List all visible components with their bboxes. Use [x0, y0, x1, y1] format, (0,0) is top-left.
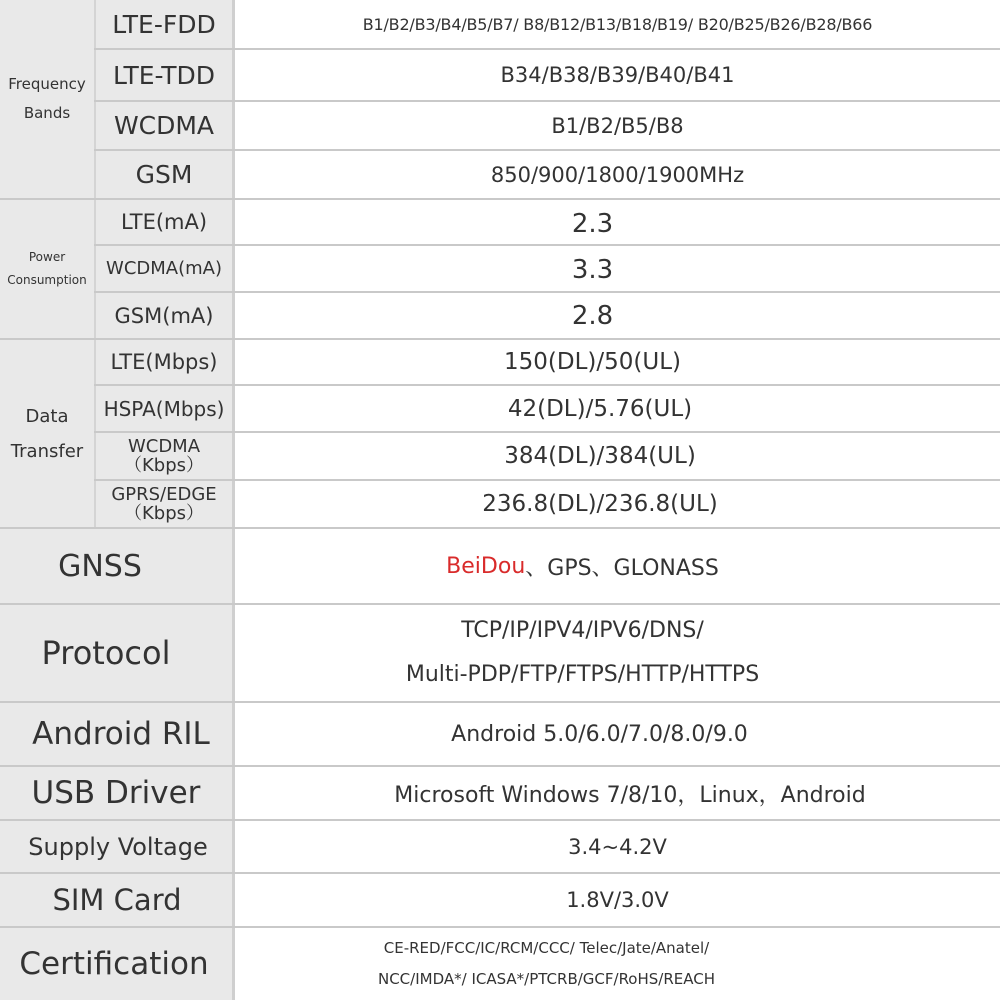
- protocol-line2: Multi-PDP/FTP/FTPS/HTTP/HTTPS: [405, 662, 760, 687]
- divider-protocol: [0, 701, 1000, 703]
- row-value-lte-mbps: 150(DL)/50(UL): [504, 349, 681, 375]
- divider-lte-tdd: [94, 100, 1000, 102]
- divider-supply-voltage: [0, 872, 1000, 874]
- row-label-wcdma-kbps: [96, 433, 232, 479]
- divider-wcdma-band: [94, 149, 1000, 151]
- protocol-line1: TCP/IP/IPV4/IPV6/DNS/: [461, 618, 704, 643]
- row-value-wcdma-kbps: 384(DL)/384(UL): [504, 443, 696, 469]
- gnss-rest: 、GPS、GLONASS: [525, 555, 719, 581]
- certification-line2: NCC/IMDA*/ ICASA*/PTCRB/GCF/RoHS/REACH: [377, 970, 715, 988]
- row-value-usb-driver: Microsoft Windows 7/8/10，Linux，Android: [394, 782, 866, 808]
- gnss-beidou-highlight: BeiDou: [446, 553, 526, 579]
- row-value-gprs-edge-kbps: 236.8(DL)/236.8(UL): [482, 491, 718, 517]
- row-label-gprs-edge-kbps: [96, 481, 232, 527]
- row-label-gprs-edge-kbps-line1: GPRS/EDGE: [111, 484, 217, 505]
- divider-frequency-bands: [0, 198, 1000, 200]
- divider-vertical-group: [94, 0, 96, 527]
- row-label-hspa-mbps: HSPA(Mbps): [103, 396, 225, 421]
- row-value-lte-fdd: B1/B2/B3/B4/B5/B7/ B8/B12/B13/B18/B19/ B20/B25/B26/B28/B66: [362, 14, 873, 34]
- row-value-wcdma-band: B1/B2/B5/B8: [551, 113, 684, 138]
- row-label-gsm-ma: GSM(mA): [114, 303, 214, 328]
- row-value-android-ril: Android 5.0/6.0/7.0/8.0/9.0: [451, 721, 748, 747]
- row-label-gprs-edge-kbps-line2: （Kbps）: [123, 503, 205, 524]
- divider-lte-ma: [94, 244, 1000, 246]
- row-value-gnss: [235, 529, 1000, 603]
- divider-power-consumption: [0, 338, 1000, 340]
- row-label-lte-ma: LTE(mA): [120, 210, 208, 234]
- row-label-sim-card: SIM Card: [52, 883, 182, 917]
- divider-gnss: [0, 603, 1000, 605]
- row-label-wcdma-kbps-line2: （Kbps）: [123, 455, 205, 476]
- group-data-transfer-line1: Data: [25, 405, 69, 427]
- divider-data-transfer: [0, 527, 1000, 529]
- group-frequency-bands-line2: Bands: [23, 104, 71, 122]
- divider-hspa-mbps: [94, 431, 1000, 433]
- row-value-lte-ma: 2.3: [571, 208, 614, 239]
- row-label-gnss: GNSS: [58, 548, 142, 584]
- row-label-certification: Certification: [19, 946, 209, 982]
- row-value-protocol: [235, 605, 1000, 701]
- group-frequency-bands-line1: Frequency: [8, 75, 86, 93]
- divider-lte-mbps: [94, 384, 1000, 386]
- row-label-wcdma-band: WCDMA: [113, 111, 215, 140]
- row-label-android-ril: Android RIL: [32, 716, 210, 752]
- row-value-lte-tdd: B34/B38/B39/B40/B41: [500, 63, 735, 87]
- group-frequency-bands: [0, 0, 94, 198]
- row-label-lte-mbps: LTE(Mbps): [110, 350, 218, 374]
- row-value-certification: [235, 928, 1000, 1000]
- row-value-wcdma-ma: 3.3: [571, 255, 614, 285]
- group-power-consumption-line2: Consumption: [7, 273, 87, 287]
- row-label-lte-fdd: LTE-FDD: [112, 9, 216, 39]
- row-label-wcdma-kbps-line1: WCDMA: [127, 436, 201, 457]
- group-data-transfer: [0, 340, 94, 527]
- row-label-wcdma-ma: WCDMA(mA): [106, 258, 222, 279]
- divider-android-ril: [0, 765, 1000, 767]
- row-value-sim-card: 1.8V/3.0V: [566, 888, 669, 912]
- certification-line1: CE-RED/FCC/IC/RCM/CCC/ Telec/Jate/Anatel/: [383, 939, 710, 957]
- group-data-transfer-line2: Transfer: [10, 440, 84, 462]
- divider-lte-fdd: [94, 48, 1000, 50]
- divider-wcdma-ma: [94, 291, 1000, 293]
- row-value-gsm-ma: 2.8: [571, 300, 614, 331]
- divider-wcdma-kbps: [94, 479, 1000, 481]
- row-label-supply-voltage: Supply Voltage: [28, 832, 208, 861]
- row-value-supply-voltage: 3.4~4.2V: [568, 834, 667, 859]
- divider-sim-card: [0, 926, 1000, 928]
- row-label-usb-driver: USB Driver: [31, 775, 201, 811]
- divider-usb-driver: [0, 819, 1000, 821]
- row-value-gsm-band: 850/900/1800/1900MHz: [490, 162, 745, 187]
- row-value-hspa-mbps: 42(DL)/5.76(UL): [507, 395, 693, 422]
- row-label-gsm-band: GSM: [135, 160, 193, 189]
- row-label-protocol: Protocol: [41, 634, 171, 672]
- row-label-lte-tdd: LTE-TDD: [112, 60, 216, 90]
- group-power-consumption: [0, 200, 94, 338]
- group-power-consumption-line1: Power: [28, 250, 66, 264]
